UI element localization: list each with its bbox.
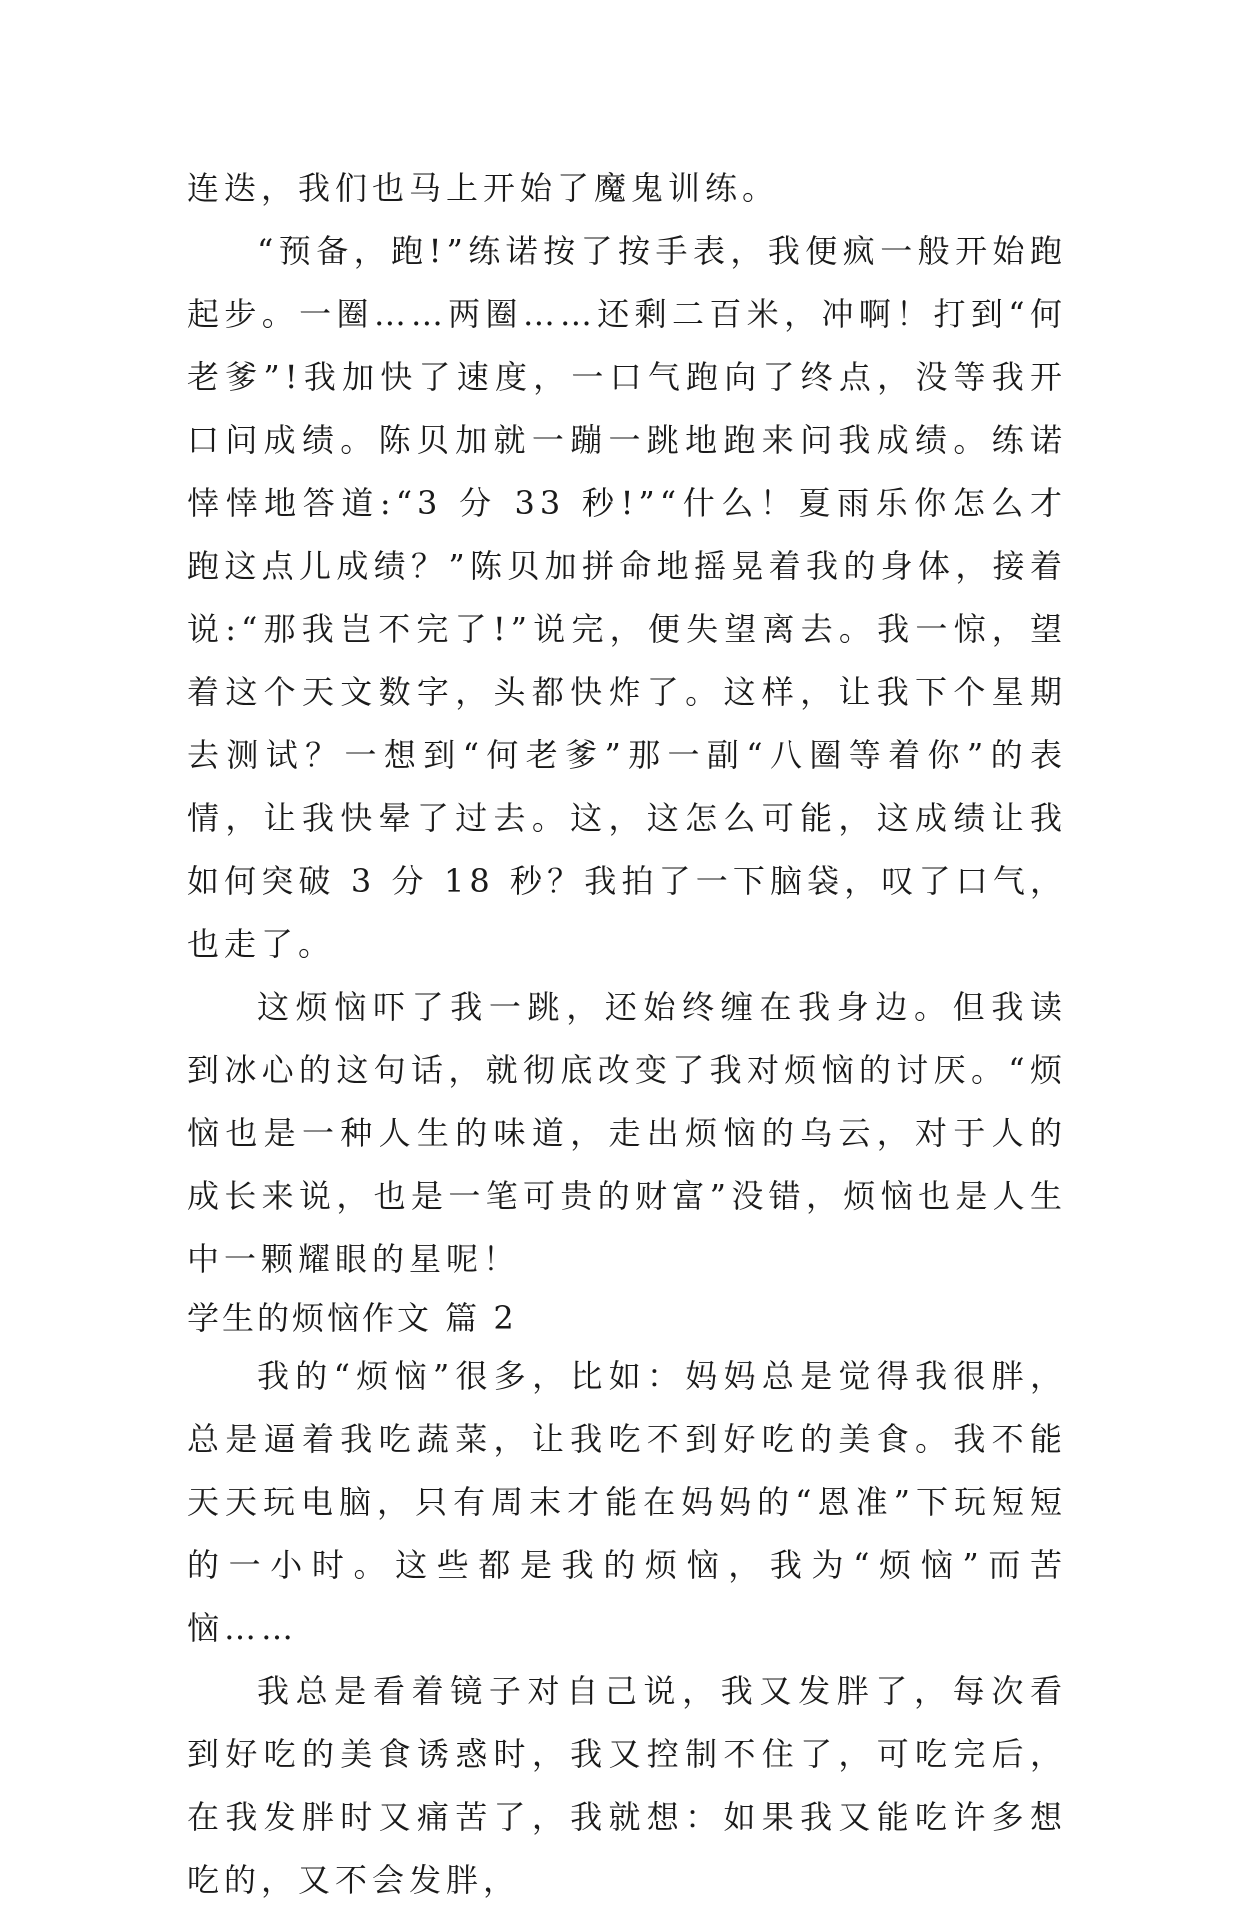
paragraph-mirror: 我总是看着镜子对自己说，我又发胖了，每次看到好吃的美食诱惑时，我又控制不住了，可吃完后，在我发胖时又痛苦了，我就想：如果我又能吃许多想吃的，又不会发胖， (187, 1672, 1067, 1899)
paragraph-continuation: 连迭，我们也马上开始了魔鬼训练。 (187, 169, 780, 207)
document-body (187, 157, 1067, 1912)
paragraph-race: “预备，跑!”练诺按了按手表，我便疯一般开始跑起步。一圈……两圈……还剩二百米，冲啊！打到“何老爹”!我加快了速度，一口气跑向了终点，没等我开口问成绩。陈贝加就一蹦一跳地跑来问我成绩。练诺悻悻地答道:“3 分 33 秒!”“什么！夏雨乐你怎么才跑这点儿成绩？”陈贝加拼命地摇晃着我的身体，接着说:“那我岂不完了!”说完，便失望离去。我一惊，望着这个天文数字，头都快炸了。这样，让我下个星期去测试？一想到“何老爹”那一副“八圈等着你”的表情，让我快晕了过去。这，这怎么可能，这成绩让我如何突破 3 分 18 秒？我拍了一下脑袋，叹了口气，也走了。 (187, 232, 1067, 963)
paragraph-reflection: 这烦恼吓了我一跳，还始终缠在我身边。但我读到冰心的这句话，就彻底改变了我对烦恼的讨厌。“烦恼也是一种人生的味道，走出烦恼的乌云，对于人的成长来说，也是一笔可贵的财富”没错，烦恼也是人生中一颗耀眼的星呢！ (187, 988, 1067, 1278)
paragraph-troubles: 我的“烦恼”很多，比如：妈妈总是觉得我很胖，总是逼着我吃蔬菜，让我吃不到好吃的美食。我不能天天玩电脑，只有周末才能在妈妈的“恩准”下玩短短的一小时。这些都是我的烦恼，我为“烦恼”而苦恼…… (187, 1357, 1067, 1647)
section-heading: 学生的烦恼作文 篇 2 (187, 1299, 517, 1337)
